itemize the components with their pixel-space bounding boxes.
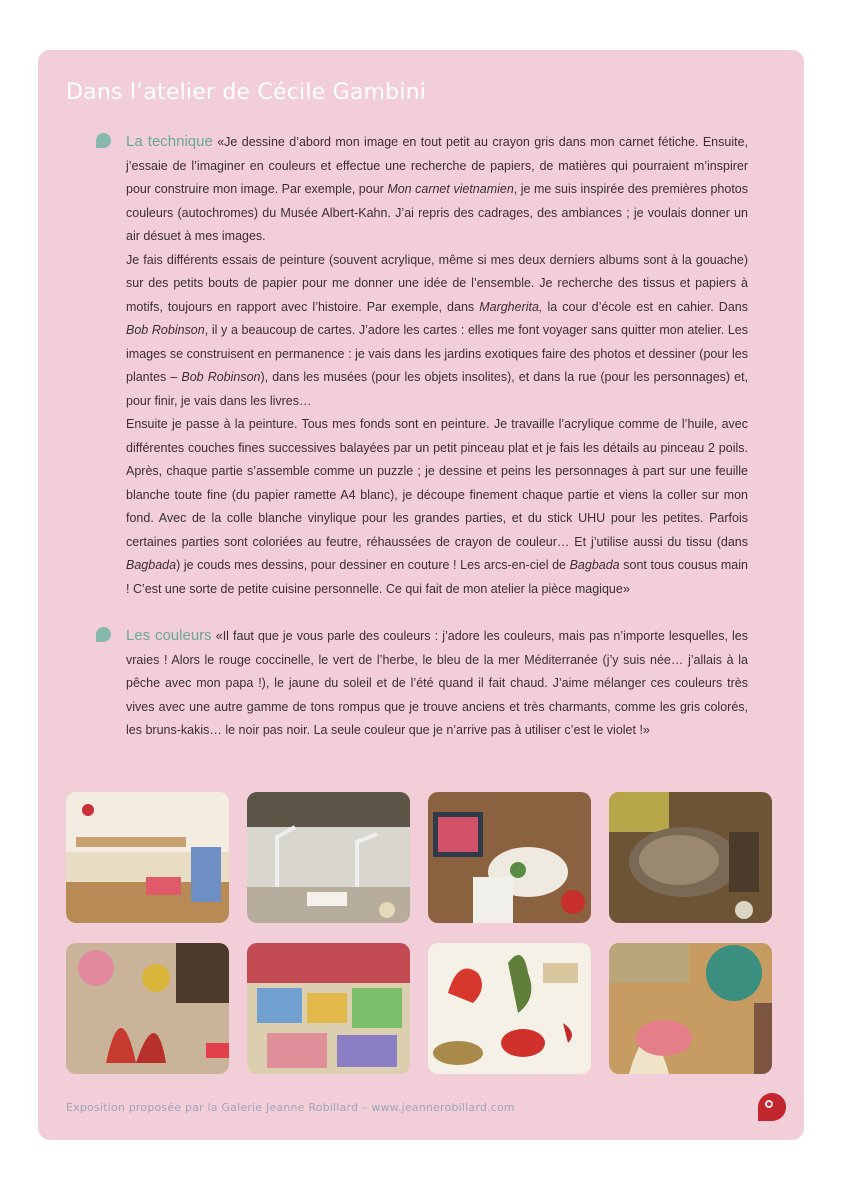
book-title: Bob Robinson bbox=[181, 370, 261, 384]
section-couleurs bbox=[126, 624, 748, 743]
text-run: sont tous cousus main ! C’est une sorte de petite cuisine personnelle. Ce qui fait de mon atelier la pièce magique» bbox=[126, 558, 748, 596]
technique-paragraph-3 bbox=[126, 413, 748, 601]
text-run: ) je couds mes dessins, pour dessiner en couture ! Les arcs-en-ciel de bbox=[176, 558, 570, 572]
bullet-technique-icon bbox=[96, 133, 111, 148]
text-run: , il y a beaucoup de cartes. J’adore les cartes : elles me font voyager sans quitter mon atelier. Les images se construisent en permanence : je vais dans les jardins exotiques faire des photos et dessiner (pour les plantes – bbox=[126, 323, 749, 384]
book-title: Bob Robinson bbox=[126, 323, 205, 337]
couleurs-heading: Les couleurs bbox=[126, 627, 212, 644]
page-title: Dans l’atelier de Cécile Gambini bbox=[66, 80, 427, 105]
text-run: Ensuite je passe à la peinture. Tous mes fonds sont en peinture. Je travaille l’acrylique comme de l’huile, avec différentes couches fines successives balayées par un petit pinceau plat et je fais les détails au pinceau 2 poils. Après, chaque partie s’assemble comme un puzzle ; je dessine et peins les personnages à part sur une feuille blanche toute fine (du papier ramette A4 blanc), je découpe finement chaque partie et viens la coller sur mon fond. Avec de la colle blanche vinylique pour les grandes parties, et du stick UHU pour les petites. Parfois certaines parties sont coloriées au feutre, réhaussées de crayon de couleur… Et j’utilise aussi du tissu (dans bbox=[126, 417, 748, 549]
section-technique bbox=[126, 130, 748, 601]
book-title: Margherita, bbox=[479, 299, 543, 314]
technique-paragraph-1 bbox=[126, 130, 748, 249]
text-run: la cour d’école est en cahier. Dans bbox=[542, 299, 748, 314]
text-run: «Je dessine d’abord mon image en tout petit au crayon gris dans mon carnet fétiche. Ensuite, j’essaie de l’imaginer en couleurs et effectue une recherche de papiers, de matières qui pourraient m’inspirer pour construire mon image. Par exemple, pour bbox=[126, 135, 748, 196]
text-run: Je fais différents essais de peinture (souvent acrylique, même si mes deux derniers albums sont à la gouache) sur des petits bouts de papier pour me donner une idée de l’ensemble. Je recherche des tissus et papiers à motifs, toujours en rapport avec l’histoire. Par exemple, dans bbox=[126, 252, 748, 314]
text-run: «Il faut que je vous parle des couleurs : j’adore les couleurs, mais pas n’importe lesquelles, les vraies ! Alors le rouge coccinelle, le vert de l’herbe, le bleu de la mer Méditerranée (j’y suis née… j’allais à la pêche avec mon papa !), le jaune du soleil et de l’été quand il fait chaud. J’aime mélanger ces couleurs très vives avec une autre gamme de tons rompus que je trouve anciens et très charmants, comme les gris colorés, les bruns-kakis… le noir pas noir. La seule couleur que je n’arrive pas à utiliser c’est le violet !» bbox=[126, 629, 748, 737]
text-run: , je me suis inspirée des premières photos couleurs (autochromes) du Musée Albert-Kahn. J’ai repris des cadrages, des ambiances ; je voulais donner un air désuet à mes images. bbox=[126, 182, 749, 243]
footer-credit: Exposition proposée par la Galerie Jeanne Robillard – www.jeannerobillard.com bbox=[66, 1101, 515, 1114]
photo-illustration-rooster bbox=[428, 943, 591, 1074]
book-title: Mon carnet vietnamien bbox=[387, 182, 514, 196]
technique-paragraph-2 bbox=[126, 249, 748, 414]
technique-heading: La technique bbox=[126, 133, 213, 150]
book-title: Bagbada bbox=[126, 558, 177, 572]
book-title: Bagbada bbox=[569, 558, 620, 572]
couleurs-paragraph bbox=[126, 624, 748, 743]
text-run: ), dans les musées (pour les objets insolites), et dans la rue (pour les personnages) et, pour finir, je vais dans les livres… bbox=[126, 370, 749, 408]
bullet-couleurs-icon bbox=[96, 627, 111, 642]
photo-cat-sleeping bbox=[609, 792, 772, 923]
gallery-logo-icon bbox=[757, 1092, 787, 1122]
photo-grid bbox=[66, 792, 776, 1074]
photo-paper-flowers bbox=[66, 943, 229, 1074]
photo-lamps-table bbox=[247, 792, 410, 923]
photo-studio-desk bbox=[66, 792, 229, 923]
photo-colorful-drawings bbox=[247, 943, 410, 1074]
photo-palette-brushes bbox=[428, 792, 591, 923]
photo-collage-detail bbox=[609, 943, 772, 1074]
